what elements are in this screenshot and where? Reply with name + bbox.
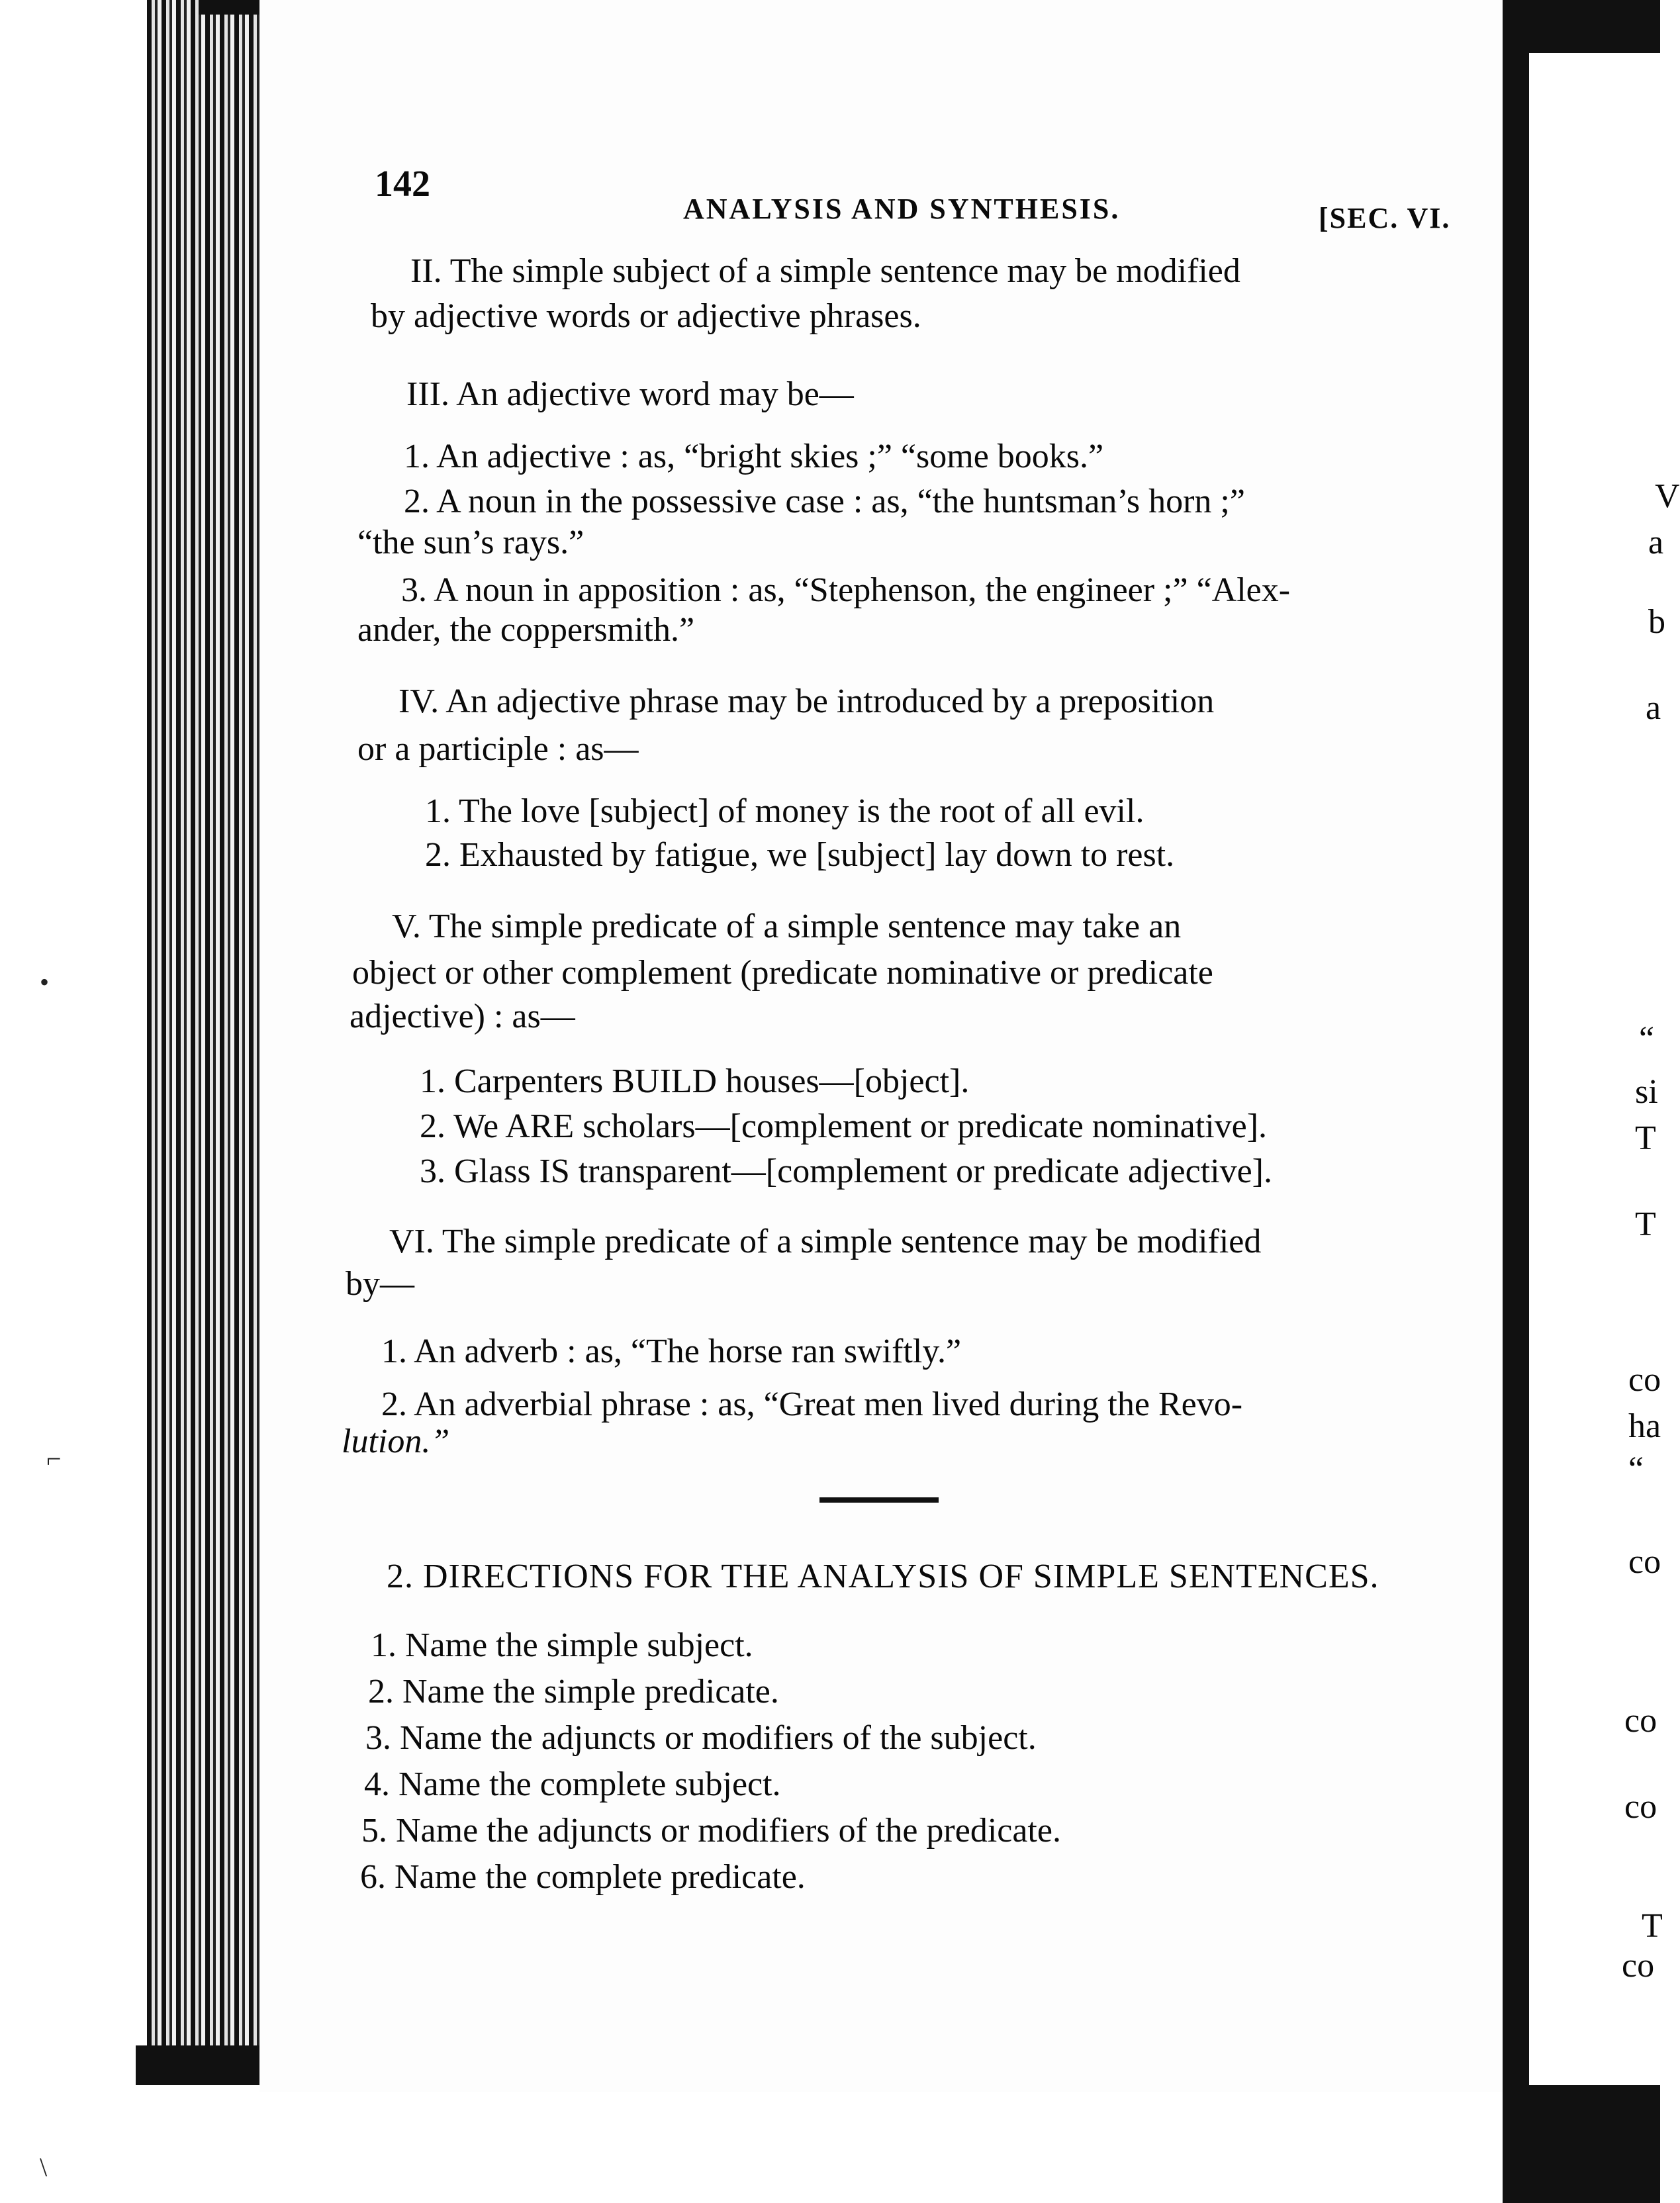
rule-iv-item-1: 1. The love [subject] of money is the root of all evil. [425, 792, 1144, 830]
rule-iii-item-2-cont: “the sun’s rays.” [357, 524, 584, 561]
page-stack-edge [147, 0, 259, 2079]
rule-v-item-2: 2. We ARE scholars—[complement or predicate nominative]. [420, 1107, 1268, 1145]
facing-fragment: ha [1628, 1407, 1661, 1445]
rule-iii-item-3: 3. A noun in apposition : as, “Stephenson, the engineer ;” “Alex- [401, 571, 1291, 609]
rule-vi-line-1: VI. The simple predicate of a simple sentence may be modified [389, 1223, 1262, 1260]
directions-heading: 2. DIRECTIONS FOR THE ANALYSIS OF SIMPLE SENTENCES. [387, 1558, 1379, 1595]
facing-fragment: co [1624, 1788, 1657, 1826]
rule-v-item-1: 1. Carpenters BUILD houses—[object]. [420, 1062, 970, 1100]
rule-iii-heading: III. An adjective word may be— [406, 375, 854, 413]
facing-page [1529, 53, 1680, 2151]
facing-fragment: V [1655, 477, 1680, 515]
rule-ii-line-1: II. The simple subject of a simple sentence may be modified [410, 252, 1240, 290]
rule-ii-line-2: by adjective words or adjective phrases. [371, 297, 921, 335]
section-label: [SEC. VI. [1319, 202, 1451, 234]
scan-top-right-border [1529, 0, 1660, 53]
direction-item-5: 5. Name the adjuncts or modifiers of the predicate. [361, 1812, 1061, 1850]
rule-v-line-2: object or other complement (predicate nominative or predicate [352, 954, 1213, 992]
rule-vi-item-2-cont: lution.” [342, 1423, 450, 1460]
facing-fragment: si [1635, 1073, 1658, 1111]
rule-iii-item-1: 1. An adjective : as, “bright skies ;” “some books.” [404, 438, 1104, 475]
rule-iii-item-3-cont: ander, the coppersmith.” [357, 611, 695, 649]
section-divider-rule [819, 1497, 939, 1503]
running-title: ANALYSIS AND SYNTHESIS. [683, 193, 1121, 225]
rule-v-line-3: adjective) : as— [350, 998, 575, 1035]
facing-fragment: “ [1628, 1450, 1644, 1488]
direction-item-1: 1. Name the simple subject. [371, 1626, 753, 1664]
book-page [259, 0, 1503, 2092]
facing-fragment: co [1628, 1361, 1661, 1399]
rule-iv-line-2: or a participle : as— [357, 730, 639, 768]
page-number: 142 [375, 164, 430, 205]
facing-fragment: T [1635, 1119, 1656, 1157]
direction-item-4: 4. Name the complete subject. [364, 1765, 781, 1803]
direction-item-2: 2. Name the simple predicate. [368, 1673, 779, 1711]
scan-speck: \ [40, 2152, 48, 2182]
rule-vi-item-2: 2. An adverbial phrase : as, “Great men lived during the Revo- [381, 1385, 1243, 1423]
rule-v-line-1: V. The simple predicate of a simple sentence may take an [392, 908, 1182, 945]
facing-fragment: co [1624, 1702, 1657, 1740]
direction-item-3: 3. Name the adjuncts or modifiers of the subject. [365, 1719, 1037, 1757]
rule-vi-line-2: by— [346, 1265, 414, 1303]
facing-fragment: b [1648, 603, 1665, 641]
scan-speck: ⌐ [46, 1444, 62, 1474]
rule-iv-line-1: IV. An adjective phrase may be introduced by a preposition [398, 682, 1215, 720]
facing-fragment: “ [1639, 1020, 1655, 1058]
facing-fragment: co [1622, 1947, 1655, 1985]
scan-bottom-right-border [1503, 2085, 1660, 2203]
rule-iv-item-2: 2. Exhausted by fatigue, we [subject] lay down to rest. [425, 836, 1175, 874]
book-spine-shadow [1503, 0, 1529, 2203]
direction-item-6: 6. Name the complete predicate. [360, 1858, 806, 1896]
facing-fragment: a [1648, 524, 1664, 561]
rule-v-item-3: 3. Glass IS transparent—[complement or predicate adjective]. [420, 1152, 1272, 1190]
rule-vi-item-1: 1. An adverb : as, “The horse ran swiftly.” [381, 1333, 962, 1370]
facing-fragment: co [1628, 1543, 1661, 1581]
page-stack-bottom [136, 2045, 268, 2085]
facing-fragment: T [1642, 1907, 1663, 1945]
facing-fragment: a [1646, 689, 1661, 727]
rule-iii-item-2: 2. A noun in the possessive case : as, “the huntsman’s horn ;” [404, 483, 1245, 520]
scan-speck: • [40, 967, 50, 997]
facing-fragment: T [1635, 1205, 1656, 1243]
